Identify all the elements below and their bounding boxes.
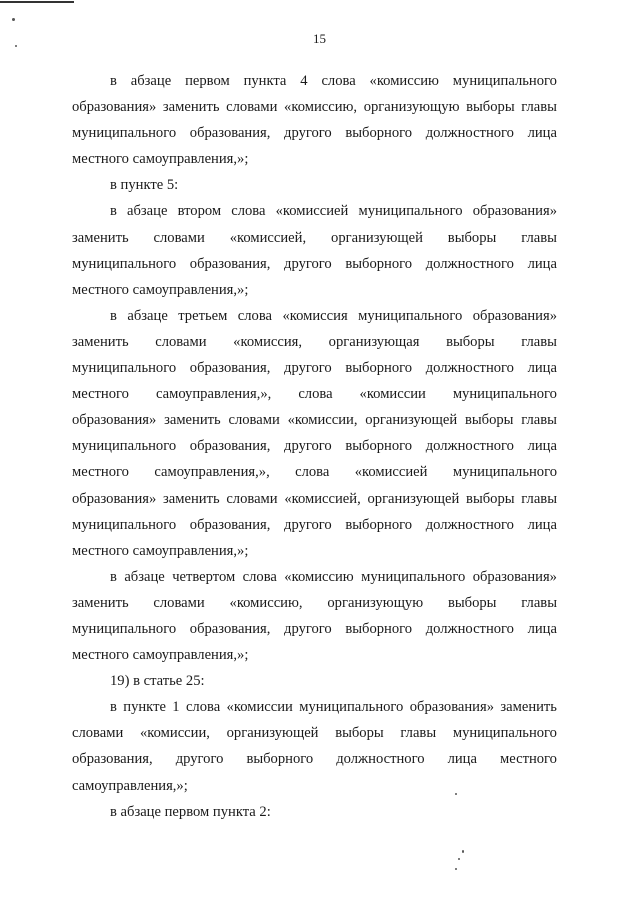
text-line (72, 120, 557, 146)
word: другого (284, 438, 332, 455)
word: 4 (300, 73, 308, 89)
word: муниципального (72, 516, 177, 533)
word: слова (321, 73, 356, 89)
word: выборного (345, 255, 413, 272)
word: словами (226, 99, 278, 116)
word: лица (527, 516, 557, 533)
word: в (110, 73, 117, 89)
word: заменить (72, 229, 129, 246)
word: в (110, 699, 117, 716)
word: выборного (345, 125, 413, 142)
scan-corner-line (0, 1, 74, 3)
word: должностного (425, 516, 514, 533)
text-line (72, 564, 557, 590)
word: образования, (189, 125, 271, 142)
word: пункта (243, 73, 287, 89)
word: «комиссии, (287, 412, 358, 429)
word: «комиссии, (139, 725, 210, 742)
word: заменить (163, 490, 220, 507)
word: выборного (345, 438, 413, 455)
text-line (72, 407, 557, 433)
word: муниципального (72, 360, 177, 377)
word: «комиссия (282, 307, 348, 324)
word: муниципального (299, 699, 404, 716)
word: организующая (328, 333, 420, 350)
word: организующую (363, 99, 460, 116)
word: главы (521, 333, 557, 350)
word: выборы (447, 229, 497, 246)
text-line: 19) в статье 25: (110, 673, 205, 690)
paragraph (72, 68, 557, 172)
text-line: местного самоуправления,»; (72, 281, 249, 298)
word: втором (177, 203, 222, 220)
word: выборного (246, 751, 314, 768)
word: главы (400, 725, 437, 742)
text-line: в абзаце первом пункта 2: (110, 803, 271, 820)
word: в (110, 307, 117, 324)
word: заменить (162, 99, 220, 116)
word: главы (521, 99, 557, 116)
word: выборы (446, 333, 495, 350)
text-line (72, 198, 557, 224)
word: лица (527, 255, 557, 272)
text-line (72, 329, 557, 355)
word: заменить (72, 594, 129, 611)
paragraph (72, 694, 557, 798)
text-line (72, 694, 557, 720)
scan-speck (12, 18, 15, 21)
word: выборы (466, 490, 515, 507)
word: организующую (327, 594, 424, 611)
word: должностного (425, 620, 514, 637)
word: образования» (472, 307, 557, 324)
word: муниципального (452, 386, 557, 403)
word: должностного (336, 751, 425, 768)
word: другого (284, 255, 332, 272)
word: словами (155, 333, 207, 350)
text-line: местного самоуправления,»; (72, 647, 249, 664)
word: образования» (409, 699, 494, 716)
word: заменить (72, 333, 129, 350)
text-line (72, 459, 557, 485)
word: заменить (164, 412, 221, 429)
word: выборного (345, 620, 413, 637)
word: другого (284, 620, 332, 637)
word: первом (185, 73, 230, 89)
word: «комиссией, (229, 229, 307, 246)
word: местного (500, 751, 557, 768)
word: выборы (335, 725, 384, 742)
text-line (72, 94, 557, 120)
word: главы (521, 594, 557, 611)
word: словами (226, 490, 278, 507)
word: муниципального (72, 620, 177, 637)
word: должностного (425, 255, 514, 272)
word: образования, (189, 360, 271, 377)
word: «комиссия, (233, 333, 303, 350)
word: четвертом (172, 568, 236, 585)
word: лица (527, 125, 557, 142)
word: образования» (72, 412, 157, 429)
word: другого (284, 360, 332, 377)
word: организующей (226, 725, 319, 742)
text-line (72, 251, 557, 277)
text-line (72, 303, 557, 329)
scan-speck (458, 858, 460, 860)
text-line: местного самоуправления,»; (72, 542, 249, 559)
word: словами (72, 725, 124, 742)
word: главы (521, 490, 557, 507)
word: словами (228, 412, 280, 429)
word: образования» (472, 568, 557, 585)
word: «комиссией (354, 464, 428, 481)
word: самоуправления,», (154, 464, 270, 481)
text-line (72, 68, 557, 94)
word: лица (527, 620, 557, 637)
page-number: 15 (313, 31, 326, 46)
word: лица (447, 751, 477, 768)
word: слова (237, 307, 273, 324)
paragraph (72, 799, 557, 825)
word: муниципального (358, 203, 463, 220)
word: должностного (425, 438, 514, 455)
paragraph (72, 172, 557, 198)
word: муниципального (72, 255, 177, 272)
paragraph (72, 198, 557, 302)
paragraph (72, 564, 557, 668)
word: в (110, 568, 117, 585)
text-line (72, 433, 557, 459)
word: образования» (72, 99, 157, 116)
word: «комиссией (275, 203, 349, 220)
text-line (72, 225, 557, 251)
text-line: местного самоуправления,»; (72, 151, 249, 168)
word: слова (231, 203, 266, 220)
text-line (72, 355, 557, 381)
word: должностного (425, 360, 514, 377)
word: муниципального (452, 725, 557, 742)
word: 1 (172, 699, 180, 716)
word: выборного (345, 516, 413, 533)
word: третьем (178, 307, 228, 324)
word: главы (521, 229, 557, 246)
word: слова (298, 386, 333, 403)
word: «комиссию, (284, 99, 358, 116)
word: другого (284, 516, 332, 533)
word: слова (185, 699, 221, 716)
word: организующей (367, 490, 460, 507)
word: «комиссии (226, 699, 293, 716)
word: образования» (472, 203, 557, 220)
word: другого (175, 751, 224, 768)
word: выборы (464, 412, 514, 429)
word: «комиссией, (284, 490, 361, 507)
word: образования, (189, 438, 271, 455)
word: заменить (500, 699, 557, 716)
word: слова (295, 464, 330, 481)
word: муниципального (358, 307, 463, 324)
word: лица (527, 438, 557, 455)
word: муниципального (72, 125, 177, 142)
text-line (72, 746, 557, 772)
word: муниципального (452, 73, 557, 89)
word: другого (284, 125, 332, 142)
word: лица (527, 360, 557, 377)
word: муниципального (452, 464, 557, 481)
word: словами (153, 594, 205, 611)
text-line (72, 590, 557, 616)
word: «комиссию, (229, 594, 303, 611)
word: словами (153, 229, 205, 246)
word: должностного (425, 125, 514, 142)
word: муниципального (72, 438, 177, 455)
scan-speck (455, 868, 457, 870)
word: образования» (72, 490, 157, 507)
word: организующей (365, 412, 458, 429)
word: образования, (189, 255, 271, 272)
word: «комиссии (359, 386, 426, 403)
word: образования, (189, 516, 271, 533)
scan-speck (462, 850, 464, 853)
word: «комиссию (369, 73, 439, 89)
word: организующей (331, 229, 423, 246)
word: самоуправления,», (155, 386, 272, 403)
word: слова (242, 568, 277, 585)
word: выборы (447, 594, 497, 611)
word: местного (72, 464, 129, 481)
word: в (110, 203, 117, 220)
word: «комиссию (284, 568, 354, 585)
paragraph (72, 303, 557, 564)
text-line (72, 486, 557, 512)
word: местного (72, 386, 129, 403)
text-line: самоуправления,»; (72, 777, 188, 794)
word: выборного (345, 360, 413, 377)
word: абзаце (127, 307, 168, 324)
word: выборы (466, 99, 515, 116)
word: образования, (72, 751, 153, 768)
text-line (72, 512, 557, 538)
text-line (72, 381, 557, 407)
word: муниципального (361, 568, 466, 585)
word: абзаце (127, 203, 168, 220)
word: образования, (189, 620, 271, 637)
document-body (72, 68, 557, 825)
text-line: в пункте 5: (110, 177, 179, 194)
word: абзаце (130, 73, 172, 89)
text-line (72, 616, 557, 642)
paragraph (72, 668, 557, 694)
word: пункте (123, 699, 166, 716)
word: абзаце (124, 568, 165, 585)
text-line (72, 720, 557, 746)
word: главы (521, 412, 557, 429)
